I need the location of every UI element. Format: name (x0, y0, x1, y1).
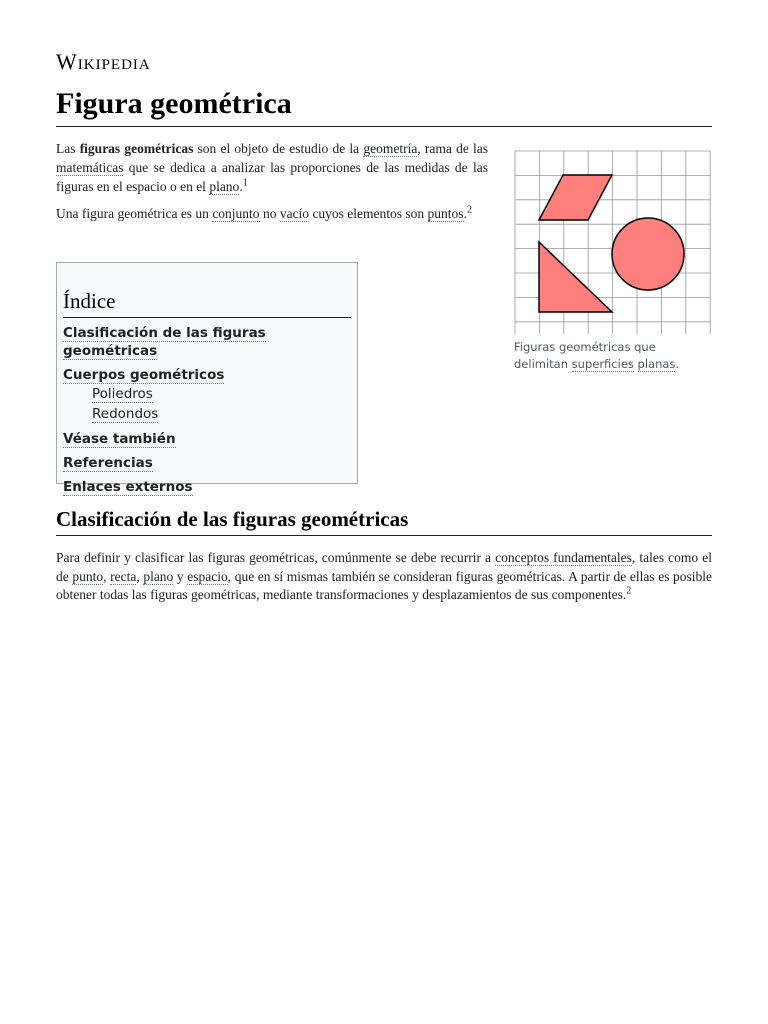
toc-title: Índice (63, 287, 351, 318)
bold-term: figuras geométricas (79, 141, 194, 156)
reference-link[interactable]: 2 (626, 585, 632, 597)
toc-item-clasificacion[interactable]: Clasificación de las figuras geométricas (63, 325, 266, 359)
intro-paragraph-1 (56, 139, 488, 196)
triangle-shape (539, 242, 612, 312)
section-clasificacion-body (56, 549, 712, 605)
text: , que en sí mismas también se consideran figuras geométricas. A partir de ellas es posible obtener todas las figuras geométricas, mediante transformaciones y desplazamientos de sus componentes. (56, 568, 713, 602)
figure-box (514, 150, 712, 373)
geometric-shapes-image[interactable] (514, 150, 712, 336)
toc-item-vease-tambien[interactable]: Véase también (63, 431, 176, 447)
link-planas[interactable]: planas (637, 357, 676, 371)
toc-sublist (63, 384, 351, 424)
text: Las (56, 141, 80, 156)
text: . (675, 357, 680, 371)
link-geometria[interactable]: geometría (363, 141, 418, 156)
page-title: Figura geométrica (56, 84, 712, 127)
link-conjunto[interactable]: conjunto (212, 206, 260, 221)
link-punto[interactable]: punto (72, 568, 104, 584)
text: y (173, 568, 188, 584)
text: no (259, 206, 280, 221)
text: . (463, 206, 467, 221)
reference-link[interactable]: 1 (242, 177, 248, 189)
link-vacio[interactable]: vacío (279, 206, 310, 221)
link-conceptos-fundamentales[interactable]: conceptos fundamentales (495, 550, 632, 565)
toc-item-enlaces-externos[interactable]: Enlaces externos (63, 479, 193, 495)
text: cuyos elementos son (309, 206, 428, 221)
link-recta[interactable]: recta (110, 568, 137, 584)
text: son el objeto de estudio de la (193, 141, 364, 156)
text: Una figura geométrica es un (56, 206, 213, 221)
link-superficies[interactable]: superficies (571, 357, 634, 371)
toc-list (63, 324, 351, 496)
figure-caption (514, 339, 684, 373)
text: Para definir y clasificar las figuras geométricas, comúnmente se debe recurrir a (56, 550, 496, 565)
text: , (103, 568, 111, 584)
section-heading-clasificacion: Clasificación de las figuras geométricas (56, 505, 712, 536)
text: . (239, 179, 243, 194)
reference-link[interactable]: 2 (466, 204, 472, 216)
text: , rama de las (417, 141, 488, 156)
toc-item-poliedros[interactable]: Poliedros (92, 386, 153, 402)
link-plano-2[interactable]: plano (143, 568, 174, 584)
link-plano[interactable]: plano (209, 179, 240, 194)
toc-item-referencias[interactable]: Referencias (63, 455, 153, 471)
parallelogram-shape (539, 175, 612, 220)
text (634, 357, 638, 371)
intro-paragraph-2 (56, 204, 488, 223)
text: que se dedica a analizar las proporciones de las medidas de las figuras en el espacio o en el (56, 160, 488, 194)
toc-item-redondos[interactable]: Redondos (92, 406, 159, 422)
text: , (136, 568, 144, 584)
table-of-contents (56, 262, 358, 495)
link-puntos[interactable]: puntos (427, 206, 464, 221)
link-espacio[interactable]: espacio (187, 568, 228, 584)
text: , tales como el de (56, 550, 712, 584)
circle-shape (612, 218, 684, 290)
text: Figuras geométricas que delimitan (514, 340, 656, 371)
toc-item-cuerpos-geometricos[interactable]: Cuerpos geométricos (63, 367, 225, 383)
intro-section (56, 139, 488, 231)
wikipedia-logo[interactable]: Wikipedia (56, 49, 151, 74)
section-paragraph (56, 549, 712, 605)
link-matematicas[interactable]: matemáticas (56, 160, 124, 175)
